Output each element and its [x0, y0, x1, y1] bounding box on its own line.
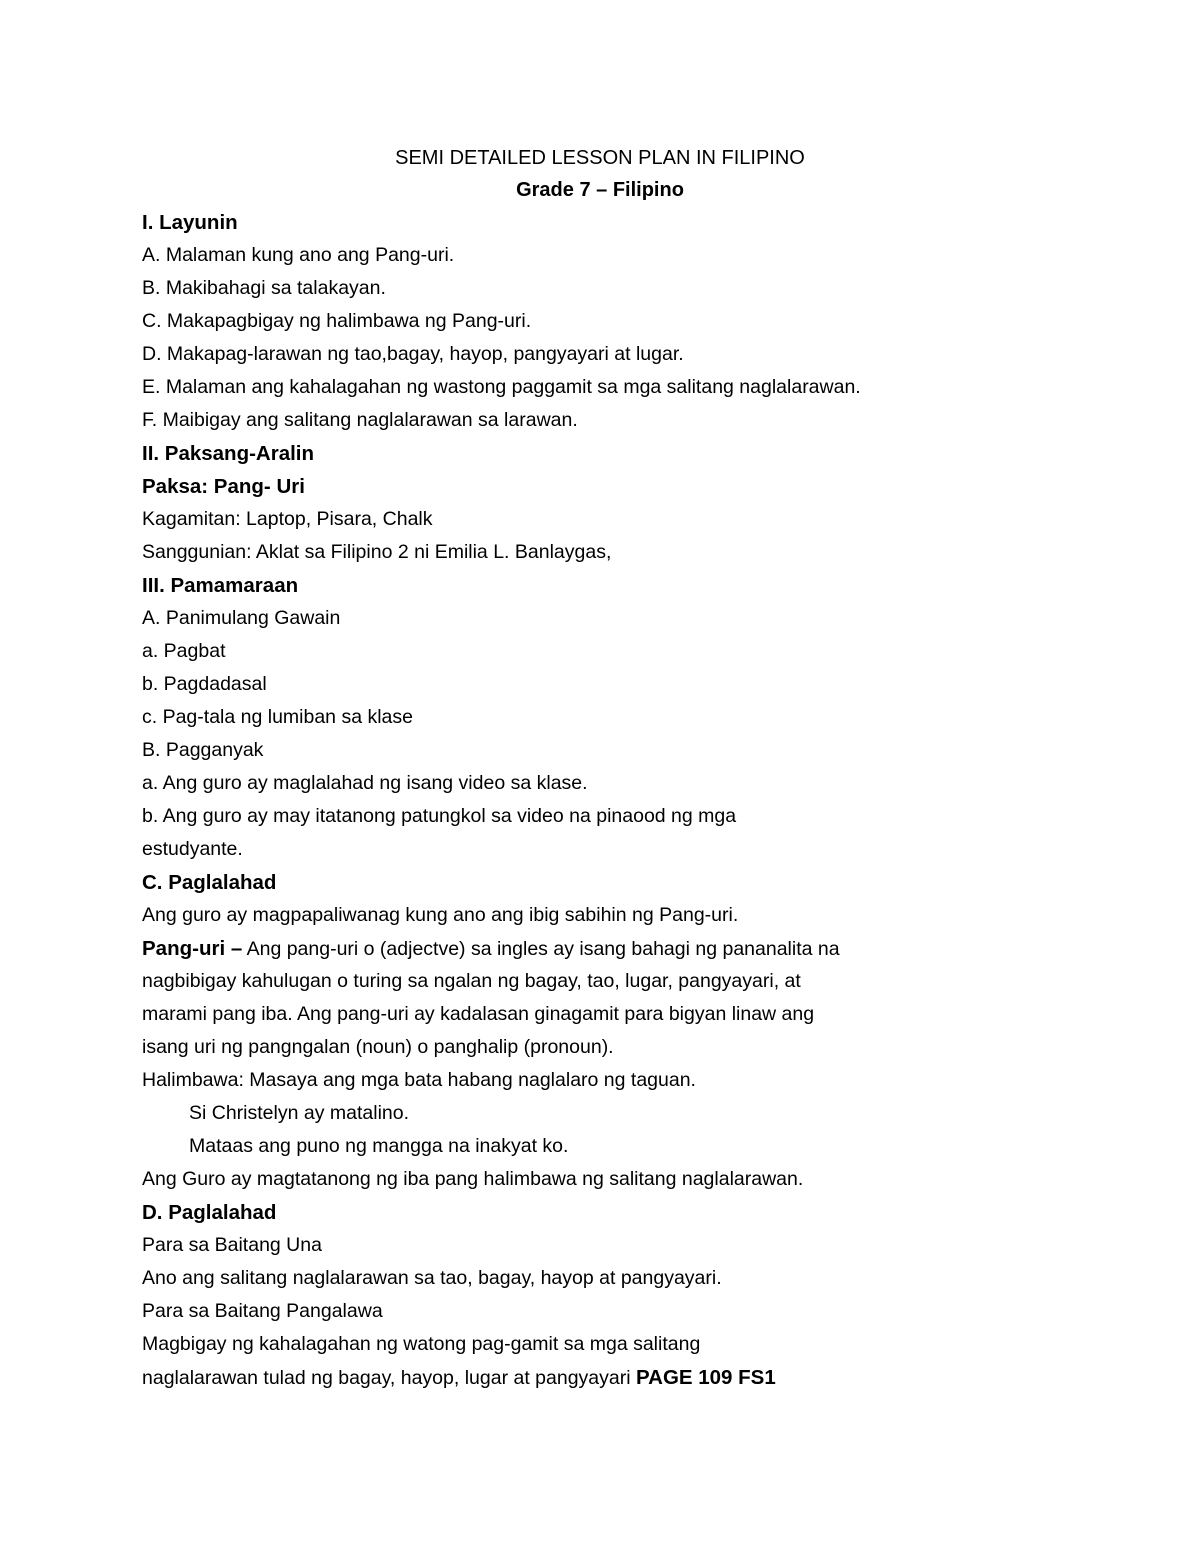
grade-line: Para sa Baitang Pangalawa	[142, 1300, 383, 1322]
document-subtitle: Grade 7 – Filipino	[516, 179, 684, 201]
objective-item: C. Makapagbigay ng halimbawa ng Pang-uri.	[142, 310, 532, 332]
grade-line: Magbigay ng kahalagahan ng watong pag-gamit sa mga salitang	[142, 1333, 701, 1355]
pang-uri-term: Pang-uri –	[142, 937, 243, 960]
procedure-line: a. Ang guro ay maglalahad ng isang video sa klase.	[142, 772, 588, 794]
document-title: SEMI DETAILED LESSON PLAN IN FILIPINO	[395, 147, 805, 169]
procedure-line: b. Ang guro ay may itatanong patungkol sa video na pinaood ng mga	[142, 805, 737, 827]
procedure-line: A. Panimulang Gawain	[142, 607, 341, 629]
objective-item: F. Maibigay ang salitang naglalarawan sa larawan.	[142, 409, 578, 431]
section-heading-paglalahad-c: C. Paglalahad	[142, 871, 277, 894]
definition-line: nagbibigay kahulugan o turing sa ngalan ng bagay, tao, lugar, pangyayari, at	[142, 970, 801, 992]
definition-line: marami pang iba. Ang pang-uri ay kadalasan ginagamit para bigyan linaw ang	[142, 1003, 815, 1025]
sanggunian-line: Sanggunian: Aklat sa Filipino 2 ni Emilia L. Banlaygas,	[142, 541, 612, 563]
page-reference: PAGE 109 FS1	[635, 1366, 776, 1389]
example-intro: Halimbawa: Masaya ang mga bata habang naglalaro ng taguan.	[142, 1069, 696, 1091]
grade-line: Ano ang salitang naglalarawan sa tao, bagay, hayop at pangyayari.	[142, 1267, 722, 1289]
procedure-line: estudyante.	[142, 838, 243, 860]
procedure-line: b. Pagdadasal	[142, 673, 267, 695]
section-heading-layunin: I. Layunin	[142, 211, 238, 234]
objective-item: D. Makapag-larawan ng tao,bagay, hayop, pangyayari at lugar.	[142, 343, 684, 365]
paglalahad-closing: Ang Guro ay magtatanong ng iba pang halimbawa ng salitang naglalarawan.	[142, 1168, 804, 1190]
objective-item: E. Malaman ang kahalagahan ng wastong paggamit sa mga salitang naglalarawan.	[142, 376, 861, 398]
grade-line: Para sa Baitang Una	[142, 1234, 322, 1256]
definition-line: isang uri ng pangngalan (noun) o panghalip (pronoun).	[142, 1036, 614, 1058]
kagamitan-line: Kagamitan: Laptop, Pisara, Chalk	[142, 508, 433, 530]
paksa-line: Paksa: Pang- Uri	[142, 475, 305, 498]
section-heading-paksang-aralin: II. Paksang-Aralin	[142, 442, 315, 465]
section-heading-paglalahad-d: D. Paglalahad	[142, 1201, 277, 1224]
final-line-text: naglalarawan tulad ng bagay, hayop, lugar at pangyayari	[142, 1367, 636, 1389]
document-body	[142, 142, 1062, 1394]
definition-text: Ang pang-uri o (adjectve) sa ingles ay isang bahagi ng pananalita na	[242, 938, 840, 960]
section-heading-pamamaraan: III. Pamamaraan	[142, 574, 299, 597]
objective-item: B. Makibahagi sa talakayan.	[142, 277, 386, 299]
procedure-line: B. Pagganyak	[142, 739, 264, 761]
objective-item: A. Malaman kung ano ang Pang-uri.	[142, 244, 455, 266]
final-line	[142, 1361, 1062, 1394]
example-item: Mataas ang puno ng mangga na inakyat ko.	[189, 1135, 569, 1157]
procedure-line: a. Pagbat	[142, 640, 226, 662]
procedure-line: c. Pag-tala ng lumiban sa klase	[142, 706, 413, 728]
example-item: Si Christelyn ay matalino.	[189, 1102, 410, 1124]
paglalahad-intro: Ang guro ay magpapaliwanag kung ano ang ibig sabihin ng Pang-uri.	[142, 904, 739, 926]
pang-uri-definition-first-line	[142, 932, 1062, 965]
